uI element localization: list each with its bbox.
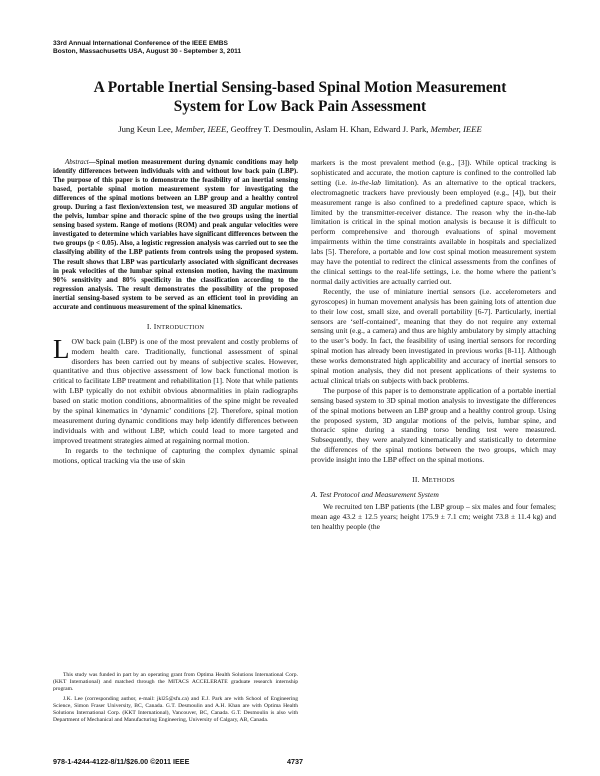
right-paragraph-2: Recently, the use of miniature inertial sensors (i.e. accelerometers and gyroscopes) in human movement analysis has been gaining lots of attention due to their low cost, small size, and overall portability [6-7]. Particularly, inertial sensors are ‘self-contained’, meaning that they do not require any external sensing unit (e.g., a camera) and thus are highly ambulatory by simply attaching to the user’s body. In fact, the feasibility of using inertial sensors for recording spinal motion has already been investigated in previous works [8-11]. Although these works demonstrated high applicability and accuracy of inertial sensors to spinal motion analysis, they did not present applications of their systems to actual clinical trials on subjects with back problems. — [311, 286, 556, 385]
author-1: Jung Keun Lee, — [118, 124, 173, 134]
abstract-text: —Spinal motion measurement during dynamic conditions may help identify differences between individuals with and without low back pain (LBP). The purpose of this paper is to demonstrate the feasibility of an inertial sensing based, portable spinal motion measurement system for investigating the differences of the spinal motions between an LBP group and a healthy control group. During a fast flexion/extension test, we measured 3D angular motions of the pelvis, lumbar spine and thoracic spine of the two groups using the inertial sensing based system. Range of motions (ROM) and peak angular velocities were investigated to determine which variables have significant differences between the two groups (p < 0.05). Also, a logistic regression analysis was carried out to see the classifying ability of the LBP patients from controls using the proposed system. The result shows that LBP was particularly associated with significant decreases in peak velocities of the lumbar spinal extension motion, having the maximum 90% sensitivity and 80% specificity in the classification according to the regression analysis. The result demonstrates the possibility of the proposed inertial sensing-based system to be served as an efficient tool in providing an accurate and continuous measurement of the spinal kinematics. — [53, 158, 298, 311]
conference-name: 33rd Annual International Conference of the IEEE EMBS — [53, 40, 228, 47]
author-last-membership: Member, IEEE — [430, 124, 482, 134]
section-2-numeral: II. — [412, 475, 420, 485]
section-initial: I — [153, 321, 157, 331]
paper-title — [40, 78, 560, 116]
right-paragraph-1-text-b: limitation). As an alternative to the optical trackers, electromagnetic trackers have previously been employed (e.g., [4]), but their measurement range is also confined to a predefined capture space, which is limited by the transmitter-receiver distance. The reason why the in-the-lab limitation is critical in the spinal motion analysis is because it is difficult to perform comprehensive and thorough evaluations of spinal movement impairments within the time constraints available in hospitals and specialized labs [5]. Therefore, a portable and low cost spinal motion measurement system may have the potential to redirect the clinical assessments from the confines of the clinical settings to the real-life settings, i.e. the home where the patient’s normal daily activities are actually carried out. — [311, 177, 557, 286]
section-heading-methods — [311, 475, 556, 486]
intro-paragraph-2: In regards to the technique of capturing the complex dynamic spinal motions, optical tracking via the use of skin — [53, 445, 298, 465]
authors-middle: , Geoffrey T. Desmoulin, Aslam H. Khan, Edward J. Park, — [226, 124, 429, 134]
section-heading-introduction — [53, 322, 298, 333]
right-paragraph-3: The purpose of this paper is to demonstrate application of a portable inertial sensing based system to 3D spinal motion analysis to investigate the differences of the spinal motions between an LBP group and a healthy control group. Using the proposed system, 3D angular motions of the pelvis, lumbar spine, and thoracic spine during a standing torso bending test were measured. Subsequently, they were analyzed kinematically and statistically to determine the differences of the spinal motions between the two groups, which may provide insight into the LBP effect on the spinal motions. — [311, 385, 556, 465]
footnote-funding: This study was funded in part by an operating grant from Optima Health Solutions International Corp. (KKT International) and matched through the MITACS ACCELERATE graduate research internship program. — [53, 672, 298, 693]
title-line-2: System for Low Back Pain Assessment — [173, 98, 427, 115]
right-paragraph-1-text-a: markers is the most prevalent method (e.g., [3]). While optical tracking is sophisticated and accurate, the motion capture is confined to the controlled lab setting (i.e. — [311, 158, 556, 187]
right-column — [311, 158, 556, 532]
conference-header — [53, 40, 241, 57]
author-1-membership: Member, IEEE — [175, 124, 227, 134]
right-paragraph-4: We recruited ten LBP patients (the LBP group – six males and four females; mean age 43.2 ± 12.5 years; height 175.9 ± 7.1 cm; weight 73.8 ± 11.4 kg) and ten healthy people (the — [311, 501, 556, 531]
footnotes — [53, 672, 298, 726]
section-2-initial: M — [421, 475, 429, 485]
author-list — [40, 124, 560, 135]
conference-location-date: Boston, Massachusetts USA, August 30 - September 3, 2011 — [53, 48, 242, 56]
section-title-rest: NTRODUCTION — [156, 323, 205, 331]
abstract — [53, 158, 298, 312]
title-line-1: A Portable Inertial Sensing-based Spinal Motion Measurement — [93, 79, 507, 96]
intro-paragraph-1-text: OW back pain (LBP) is one of the most prevalent and costly problems of modern health care. Traditionally, functional assessment of spinal disorders has been carried out by means of subjective scales. However, quantitative and thus objective assessment of low back functional motion is critical to facilitate LBP treatment and rehabilitation [1]. Note that while patients with LBP typically do not exhibit obvious abnormalities in plain radiographs based on static motion conditions, abnormalities of the spine might be revealed by the spinal kinematics in ‘dynamic’ conditions [2]. Therefore, spinal motion measurement during dynamic conditions may help identify differences between individuals with and without LBP, which could lead to more targeted and improved treatment strategies aimed at regaining normal motion. — [53, 336, 298, 445]
in-the-lab-term: in-the-lab — [351, 177, 381, 187]
footnote-affiliations: J.K. Lee (corresponding author, e-mail: jkl25@sfu.ca) and E.J. Park are with School of Engineering Science, Simon Fraser University, BC, Canada. G.T. Desmoulin and A.H. Khan are with Optima Health Solutions International Corp. (KKT International), Vancouver, BC, Canada. G.T. Desmoulin is also with Department of Mechanical and Manufacturing Engineering, University of Calgary, AB, Canada. — [53, 695, 298, 724]
drop-cap: L — [53, 333, 70, 364]
section-2-title-rest: ETHODS — [428, 477, 455, 485]
abstract-label: Abstract — [65, 158, 89, 166]
footer-isbn-copyright: 978-1-4244-4122-8/11/$26.00 ©2011 IEEE — [53, 757, 190, 766]
intro-paragraph-1 — [53, 333, 298, 446]
section-numeral: I. — [146, 321, 152, 331]
subsection-heading-test-protocol: A. Test Protocol and Measurement System — [311, 490, 439, 499]
left-column — [53, 158, 298, 465]
footer-page-number: 4737 — [287, 757, 303, 766]
right-paragraph-1 — [311, 158, 556, 287]
